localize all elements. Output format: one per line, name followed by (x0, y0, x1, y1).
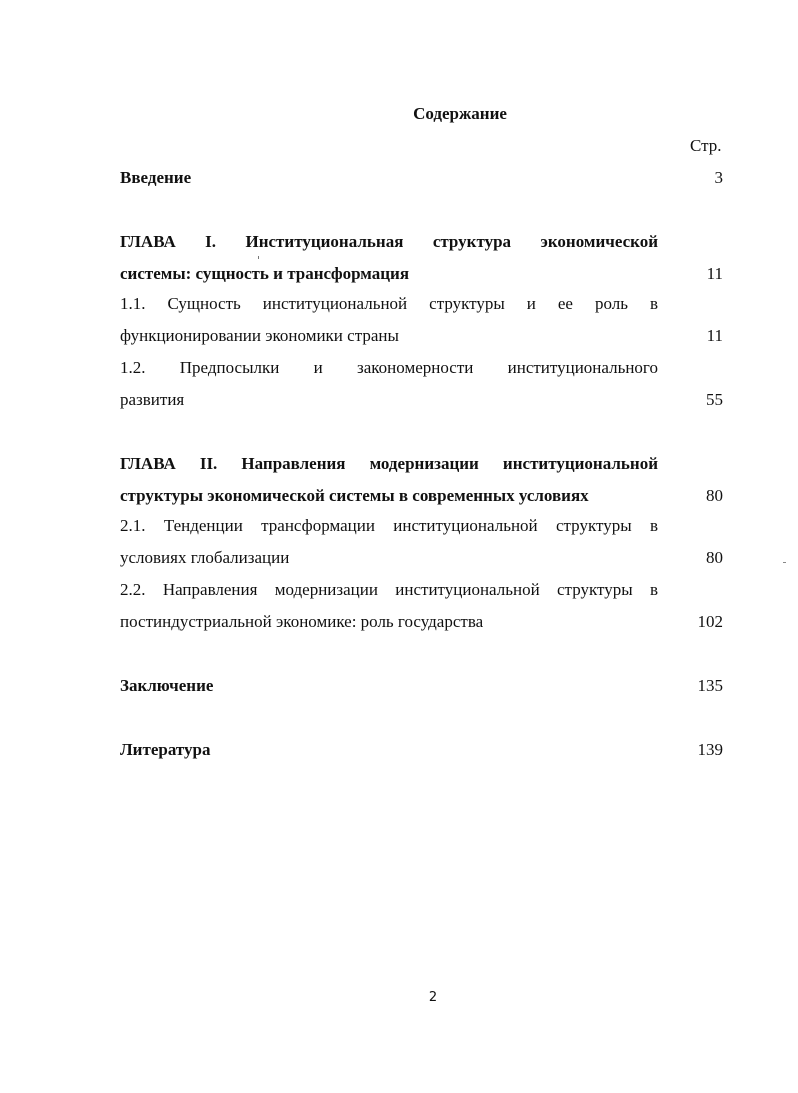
toc-entry-conclusion: Заключение (120, 676, 214, 695)
toc-entry-intro: Введение (120, 168, 192, 187)
footer-page-number: 2 (428, 990, 438, 1005)
toc-title: Содержание (413, 104, 507, 123)
toc-section-2-2-line2: постиндустриальной экономике: роль государства (120, 612, 484, 631)
toc-page-section-2-2: 102 (697, 612, 723, 631)
toc-section-2-1-line1: 2.1. Тенденции трансформации институциональной структуры в (120, 516, 658, 535)
toc-page-chapter2: 80 (706, 486, 723, 505)
toc-chapter2-line2: структуры экономической системы в современных условиях (120, 486, 589, 505)
toc-page-section-2-1: 80 (706, 548, 723, 567)
toc-section-2-1-line2: условиях глобализации (120, 548, 290, 567)
scan-speck (783, 562, 786, 563)
scan-speck (258, 256, 259, 259)
toc-page-conclusion: 135 (697, 676, 723, 695)
toc-chapter1-line1: ГЛАВА I. Институциональная структура экономической (120, 232, 658, 251)
toc-section-1-2-line1: 1.2. Предпосылки и закономерности институционального (120, 358, 658, 377)
toc-chapter2-line1: ГЛАВА II. Направления модернизации институциональной (120, 454, 658, 473)
toc-page-section-1-1: 11 (706, 326, 723, 345)
toc-entry-literature: Литература (120, 740, 211, 759)
toc-section-1-2-line2: развития (120, 390, 185, 409)
toc-page-intro: 3 (714, 168, 723, 187)
toc-page-chapter1: 11 (706, 264, 723, 283)
toc-section-2-2-line1: 2.2. Направления модернизации институциональной структуры в (120, 580, 658, 599)
toc-chapter1-line2: системы: сущность и трансформация (120, 264, 410, 283)
toc-page-section-1-2: 55 (706, 390, 723, 409)
toc-section-1-1-line2: функционировании экономики страны (120, 326, 399, 345)
toc-section-1-1-line1: 1.1. Сущность институциональной структуры и ее роль в (120, 294, 658, 313)
pages-column-header: Стр. (690, 136, 722, 155)
toc-page-literature: 139 (697, 740, 723, 759)
